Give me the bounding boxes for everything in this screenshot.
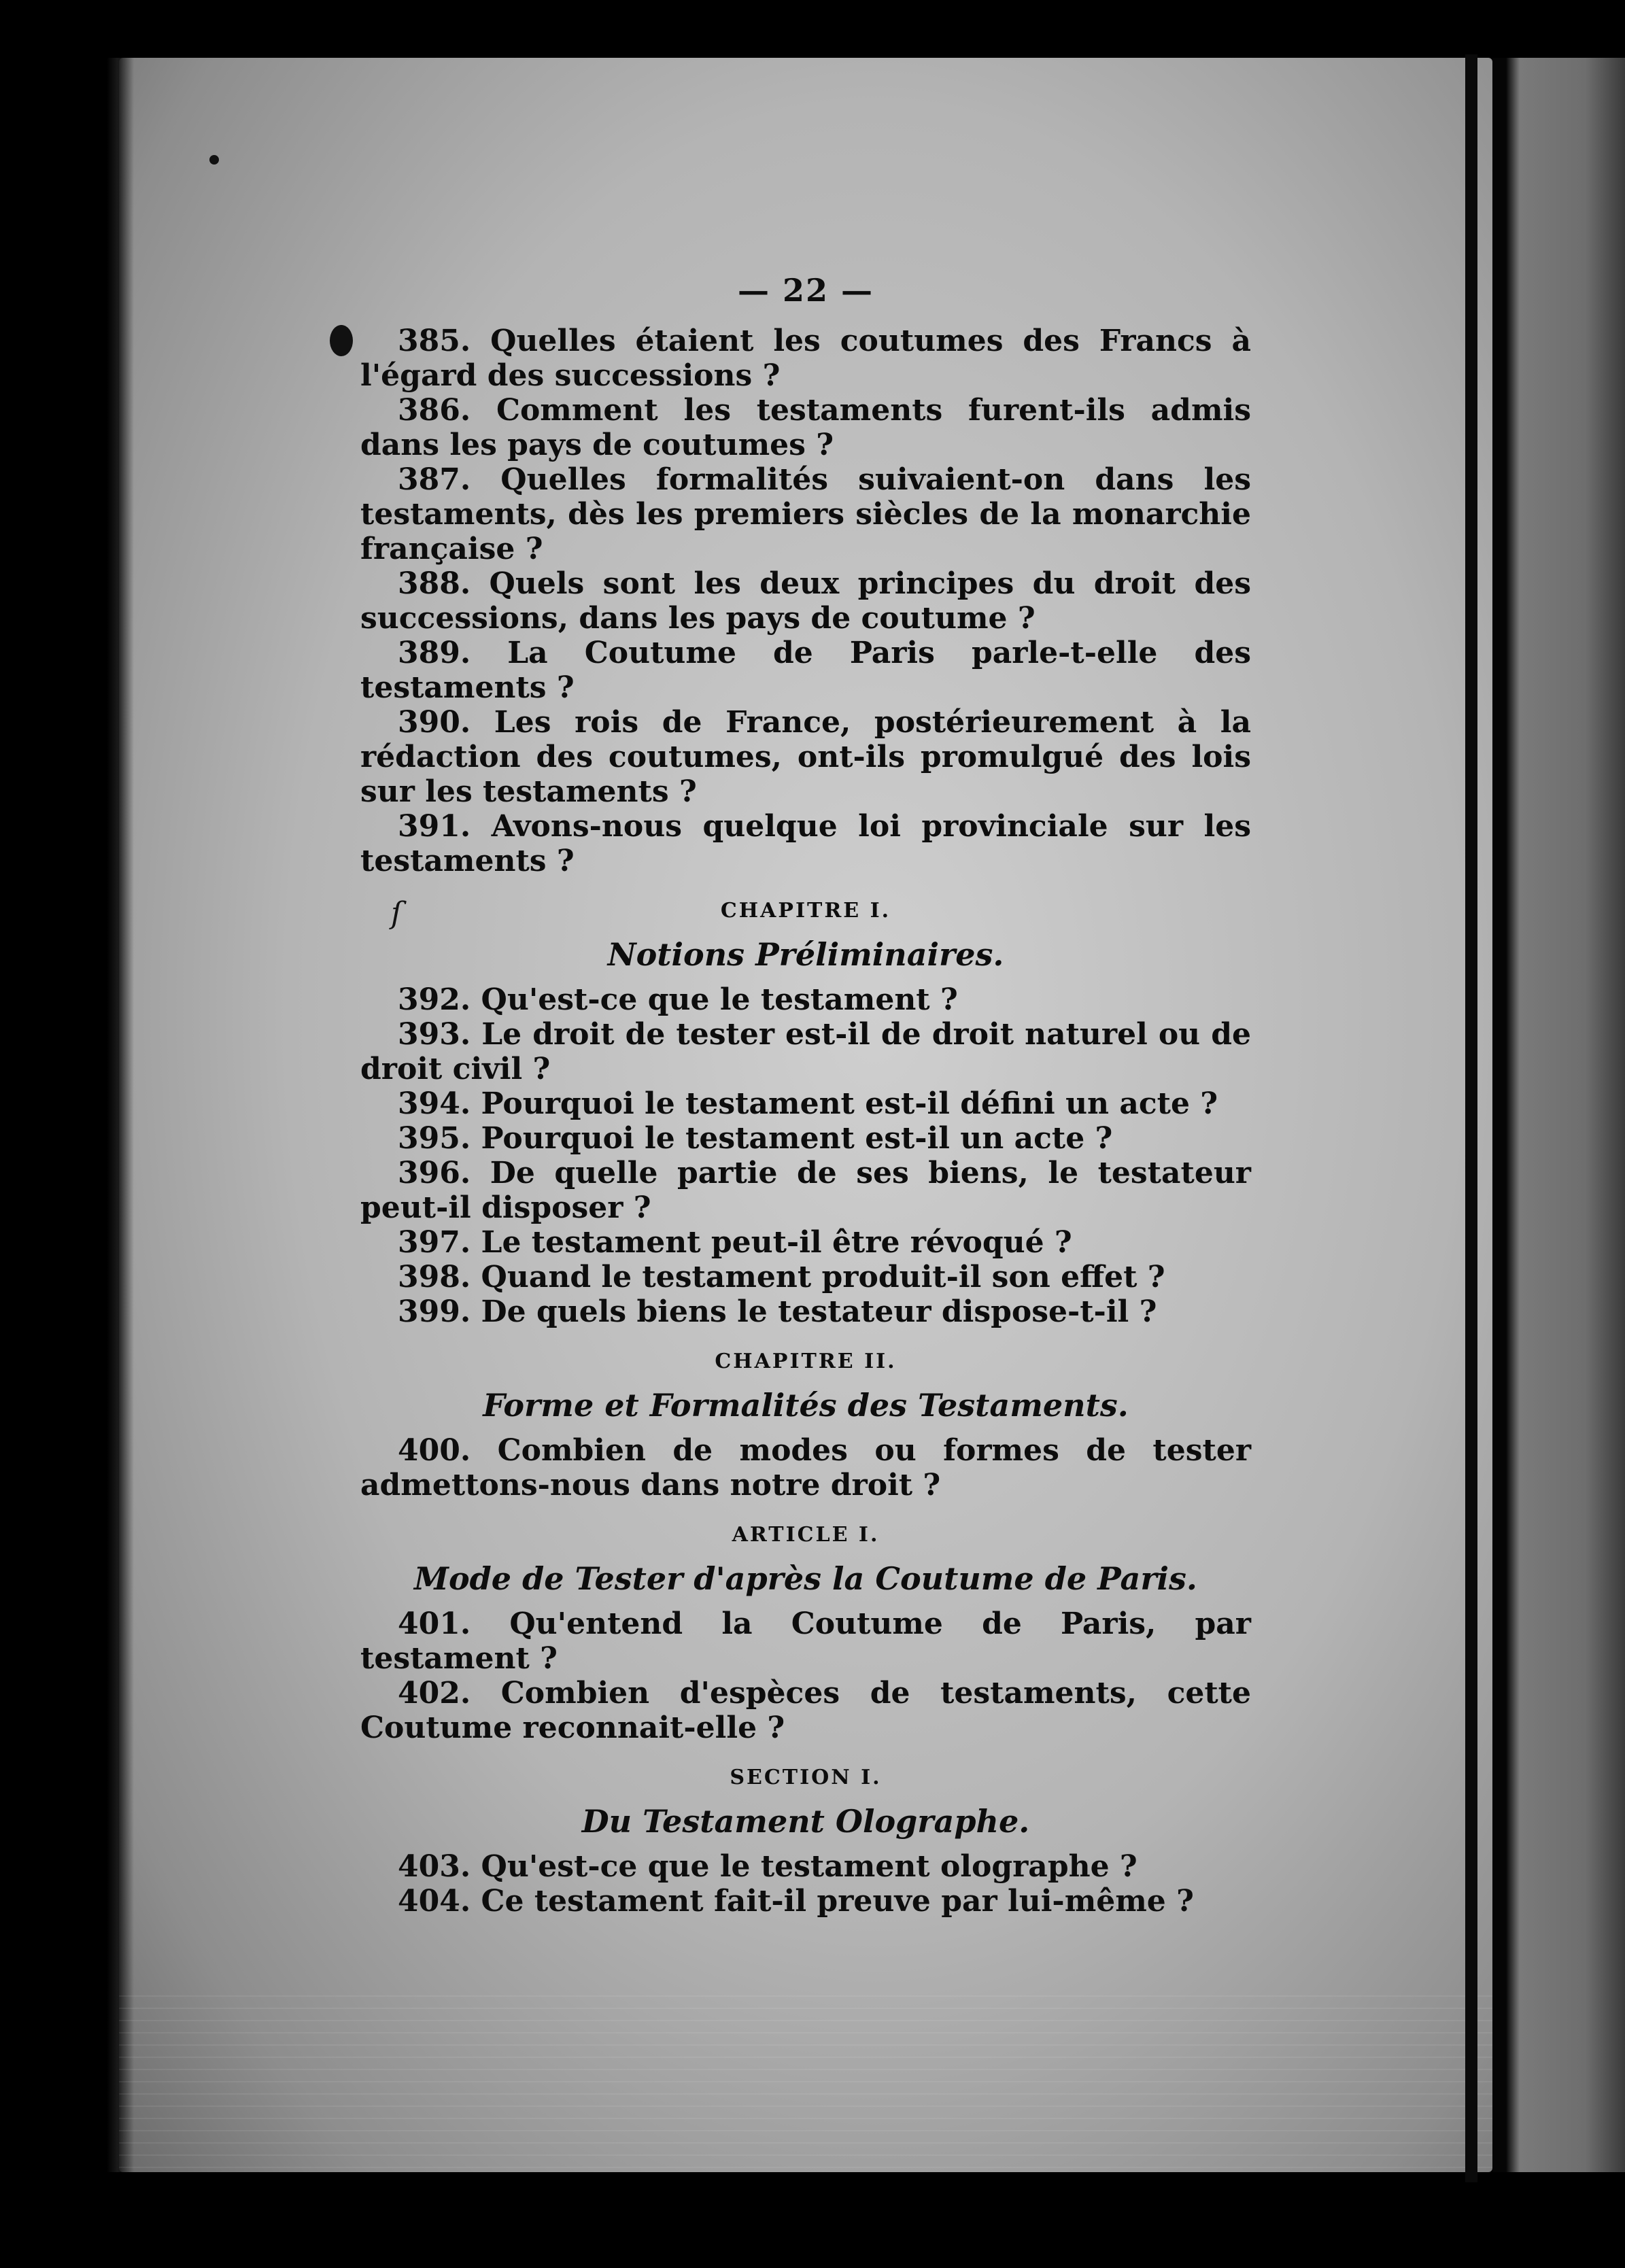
question-number: 398. <box>398 1260 471 1294</box>
question-402 <box>360 1676 1251 1745</box>
question-text: Combien de modes ou formes de tester admettons-nous dans notre droit ? <box>360 1433 1251 1502</box>
question-text: La Coutume de Paris parle-t-elle des testaments ? <box>360 636 1251 705</box>
chapter-label: CHAPITRE II. <box>715 1350 897 1373</box>
ink-speck <box>209 155 219 165</box>
question-text: De quels biens le testateur dispose-t-il ? <box>481 1294 1157 1329</box>
question-398 <box>360 1260 1251 1294</box>
chapter-title: Notions Préliminaires. <box>607 936 1004 973</box>
binding-rule <box>1465 54 1477 2182</box>
question-391 <box>360 809 1251 878</box>
question-392 <box>360 982 1251 1017</box>
question-text: Ce testament fait-il preuve par lui-même ? <box>481 1884 1194 1919</box>
question-400 <box>360 1433 1251 1502</box>
question-388 <box>360 566 1251 636</box>
question-text: Pourquoi le testament est-il défini un acte ? <box>481 1086 1218 1121</box>
question-390 <box>360 705 1251 809</box>
article-title: Mode de Tester d'après la Coutume de Paris. <box>414 1560 1197 1597</box>
question-text: Combien d'espèces de testaments, cette Coutume reconnait-elle ? <box>360 1676 1251 1745</box>
question-number: 387. <box>398 462 471 497</box>
question-number: 400. <box>398 1433 471 1468</box>
question-block-5 <box>360 1849 1251 1919</box>
question-text: Qu'entend la Coutume de Paris, par testament ? <box>360 1606 1251 1676</box>
document-page <box>360 272 1251 1919</box>
question-403 <box>360 1849 1251 1884</box>
question-text: Le testament peut-il être révoqué ? <box>481 1225 1072 1260</box>
question-394 <box>360 1086 1251 1121</box>
question-text: Qu'est-ce que le testament ? <box>481 982 958 1017</box>
section-label: SECTION I. <box>730 1766 882 1789</box>
question-386 <box>360 393 1251 462</box>
question-395 <box>360 1121 1251 1156</box>
question-number: 397. <box>398 1225 471 1260</box>
question-396 <box>360 1156 1251 1225</box>
question-number: 388. <box>398 566 471 601</box>
question-number: 394. <box>398 1086 471 1121</box>
question-393 <box>360 1017 1251 1086</box>
question-text: Quelles étaient les coutumes des Francs à l'égard des successions ? <box>360 324 1252 393</box>
question-number: 404. <box>398 1884 471 1919</box>
ink-spot <box>330 325 353 356</box>
question-389 <box>360 636 1251 705</box>
question-number: 390. <box>398 705 471 740</box>
question-block-3 <box>360 1433 1251 1502</box>
question-399 <box>360 1294 1251 1329</box>
question-text: Quels sont les deux principes du droit des successions, dans les pays de coutume ? <box>360 566 1251 636</box>
question-number: 396. <box>398 1156 471 1190</box>
question-397 <box>360 1225 1251 1260</box>
question-387 <box>360 462 1251 566</box>
question-text: Quand le testament produit-il son effet ? <box>481 1260 1165 1294</box>
chapter-title: Forme et Formalités des Testaments. <box>483 1387 1129 1424</box>
question-block-2 <box>360 982 1251 1329</box>
question-text: Pourquoi le testament est-il un acte ? <box>481 1121 1113 1156</box>
page-number: — 22 — <box>737 272 874 309</box>
question-404 <box>360 1884 1251 1919</box>
question-number: 386. <box>398 393 471 428</box>
question-block-4 <box>360 1606 1251 1745</box>
question-text: Les rois de France, postérieurement à la rédaction des coutumes, ont-ils promulgué des lois sur les testaments ? <box>360 705 1251 809</box>
question-385 <box>360 324 1251 393</box>
chapter-label: CHAPITRE I. <box>720 899 891 923</box>
question-number: 393. <box>398 1017 471 1052</box>
question-text: Quelles formalités suivaient-on dans les testaments, dès les premiers siècles de la monarchie française ? <box>360 462 1251 566</box>
adjacent-page-margin <box>1492 58 1625 2172</box>
question-number: 399. <box>398 1294 471 1329</box>
question-number: 385. <box>398 324 471 358</box>
question-text: Qu'est-ce que le testament olographe ? <box>481 1849 1138 1884</box>
question-number: 395. <box>398 1121 471 1156</box>
question-text: Avons-nous quelque loi provinciale sur les testaments ? <box>360 809 1251 878</box>
question-number: 402. <box>398 1676 471 1711</box>
question-text: Comment les testaments furent-ils admis dans les pays de coutumes ? <box>360 393 1251 462</box>
question-text: Le droit de tester est-il de droit naturel ou de droit civil ? <box>360 1017 1251 1086</box>
question-block-1 <box>360 324 1251 878</box>
question-number: 403. <box>398 1849 471 1884</box>
question-number: 391. <box>398 809 471 844</box>
question-401 <box>360 1606 1251 1676</box>
question-number: 389. <box>398 636 471 670</box>
question-number: 392. <box>398 982 471 1017</box>
article-label: ARTICLE I. <box>732 1523 880 1547</box>
section-title: Du Testament Olographe. <box>581 1803 1030 1840</box>
question-number: 401. <box>398 1606 471 1641</box>
margin-pen-mark: ſ <box>391 896 403 931</box>
question-text: De quelle partie de ses biens, le testateur peut-il disposer ? <box>360 1156 1251 1225</box>
